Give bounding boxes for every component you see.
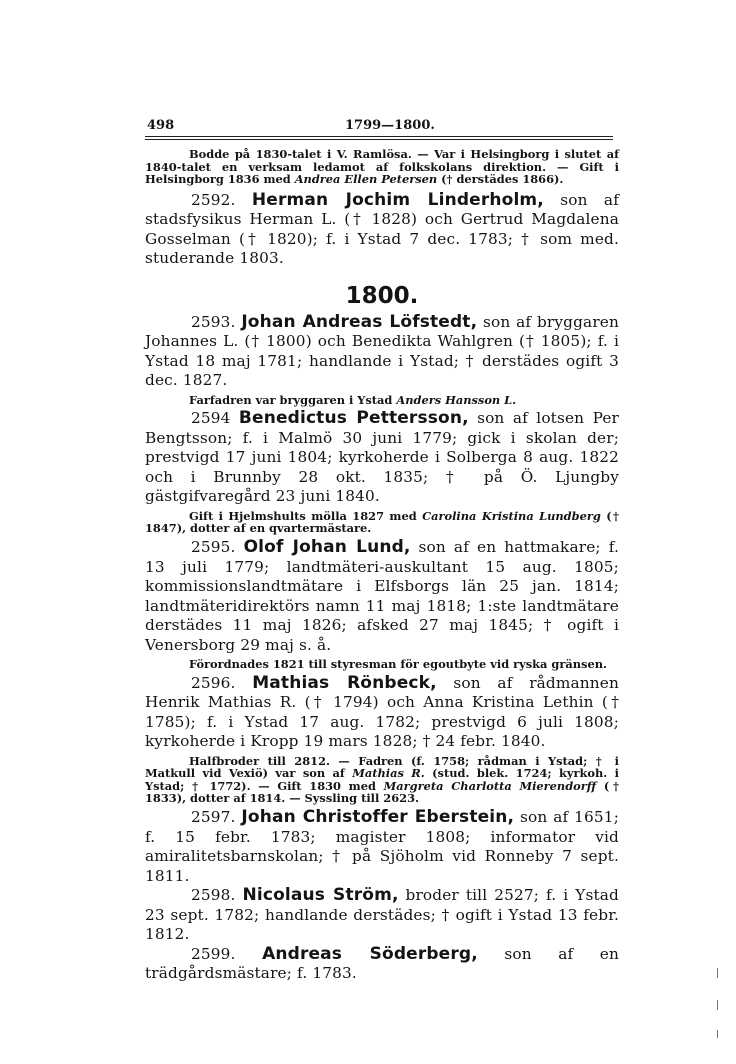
person-name: Margreta Charlotta Mierendorff — [383, 778, 597, 793]
year-heading: 1800. — [345, 282, 419, 309]
entry-note: Farfadren var bryggaren i Ystad Anders Hansson L. — [189, 392, 517, 407]
entry-number: 2596. — [191, 673, 236, 692]
person-name: Andrea Ellen Petersen — [294, 172, 438, 187]
entry-2597 — [145, 808, 619, 886]
entry-2594 — [145, 409, 619, 507]
entry-text: son af bryggaren Johannes L. († 1800) och Benedikta Wahlgren († 1805); f. i Ystad 18 maj 1781; handlande i Ystad; † derstädes ogift 3 dec. 1827. — [145, 312, 619, 390]
entry-text: son af en hattmakare; f. 13 juli 1779; landtmäteri-auskultant 15 aug. 1805; kommissionslandtmätare i Elfsborgs län 25 jan. 1814; landtmäteridirektörs namn 11 maj 1818; 1:ste landtmätare derstädes 11 maj 1826; afsked 27 maj 1845; † ogift i Venersborg 29 maj s. å. — [145, 538, 620, 654]
entry-2593 — [145, 313, 619, 391]
entry-note: Halfbroder till 2812. — Fadren (f. 1758; rådman i Ystad; † i Matkull vid Vexiö) var son af Mathias R. (stud. blek. 1724; kyrkoh. i Ystad; † 1772). — Gift 1830 med Margreta Charlotta Mierendorff († 1833), dotter af 1814. — Syssling till 2623. — [145, 753, 620, 806]
entry-2595 — [145, 538, 619, 655]
header-rule — [145, 136, 613, 137]
entry-name: Herman Jochim Linderholm, — [251, 189, 544, 210]
entry-2598 — [145, 886, 619, 945]
entry-text: son af en trädgårdsmästare; f. 1783. — [145, 944, 620, 983]
entry-name: Andreas Söderberg, — [262, 943, 478, 964]
entry-text: broder till 2527; f. i Ystad 23 sept. 1782; handlande derstädes; † ogift i Ystad 13 febr. 1812. — [145, 886, 619, 944]
entry-text: son af 1651; f. 15 febr. 1783; magister 1808; informator vid amiralitetsbarnskolan; † på Sjöholm vid Ronneby 7 sept. 1811. — [145, 808, 619, 885]
person-name: Anders Hansson L. — [396, 392, 517, 407]
margin-mark — [717, 1000, 718, 1010]
entry-name: Mathias Rönbeck, — [252, 672, 437, 693]
person-name: Mathias R. — [352, 766, 425, 781]
entry-number: 2598. — [191, 886, 236, 905]
entry-text: son af lotsen Per Bengtsson; f. i Malmö 30 juni 1779; gick i skolan der; prestvigd 17 juni 1804; kyrkoherde i Solberga 8 aug. 1822 och i Brunnby 28 okt. 1835; † på Ö. Ljungby gästgifvaregård 23 juni 1840. — [145, 409, 619, 506]
page-number: 498 — [147, 118, 175, 133]
entry-name: Nicolaus Ström, — [242, 885, 399, 906]
entry-name: Johan Andreas Löfstedt, — [241, 311, 478, 332]
entry-text: son af rådmannen Henrik Mathias R. († 1794) och Anna Kristina Lethin († 1785); f. i Ystad 17 aug. 1782; prestvigd 6 juli 1808; kyrkoherde i Kropp 19 mars 1828; † 24 febr. 1840. — [145, 673, 620, 751]
entry-number: 2592. — [191, 190, 236, 209]
entry-name: Benedictus Pettersson, — [238, 408, 469, 429]
entry-text: son af stadsfysikus Herman L. († 1828) och Gertrud Magdalena Gosselman († 1820); f. i Ystad 7 dec. 1783; † som med. studerande 1803. — [145, 190, 620, 268]
person-name: Carolina Kristina Lundberg — [422, 508, 601, 523]
entry-name: Olof Johan Lund, — [243, 537, 411, 558]
entry-number: 2593. — [191, 312, 236, 331]
entry-2596 — [145, 674, 619, 752]
entry-number: 2599. — [191, 944, 236, 963]
entry-note: Förordnades 1821 till styresman för egoutbyte vid ryska gränsen. — [189, 657, 607, 672]
margin-mark — [717, 1030, 718, 1038]
entry-number: 2597. — [191, 808, 236, 827]
entry-number: 2595. — [191, 538, 236, 557]
entry-note: Gift i Hjelmshults mölla 1827 med Carolina Kristina Lundberg († 1847), dotter af en qvartermästare. — [145, 508, 619, 536]
entry-note: Bodde på 1830-talet i V. Ramlösa. — Var i Helsingborg i slutet af 1840-talet en verksam ledamot af folkskolans direktion. — Gift i Helsingborg 1836 med Andrea Ellen Petersen († derstädes 1866). — [145, 147, 619, 187]
running-header-years: 1799—1800. — [345, 118, 435, 133]
entries-column — [145, 148, 619, 984]
header-rule-lower — [145, 139, 613, 140]
margin-mark — [717, 968, 718, 978]
entry-number: 2594 — [191, 409, 231, 428]
entry-name: Johan Christoffer Eberstein, — [241, 807, 515, 828]
entry-2592 — [145, 191, 619, 269]
entry-2599 — [145, 945, 619, 984]
